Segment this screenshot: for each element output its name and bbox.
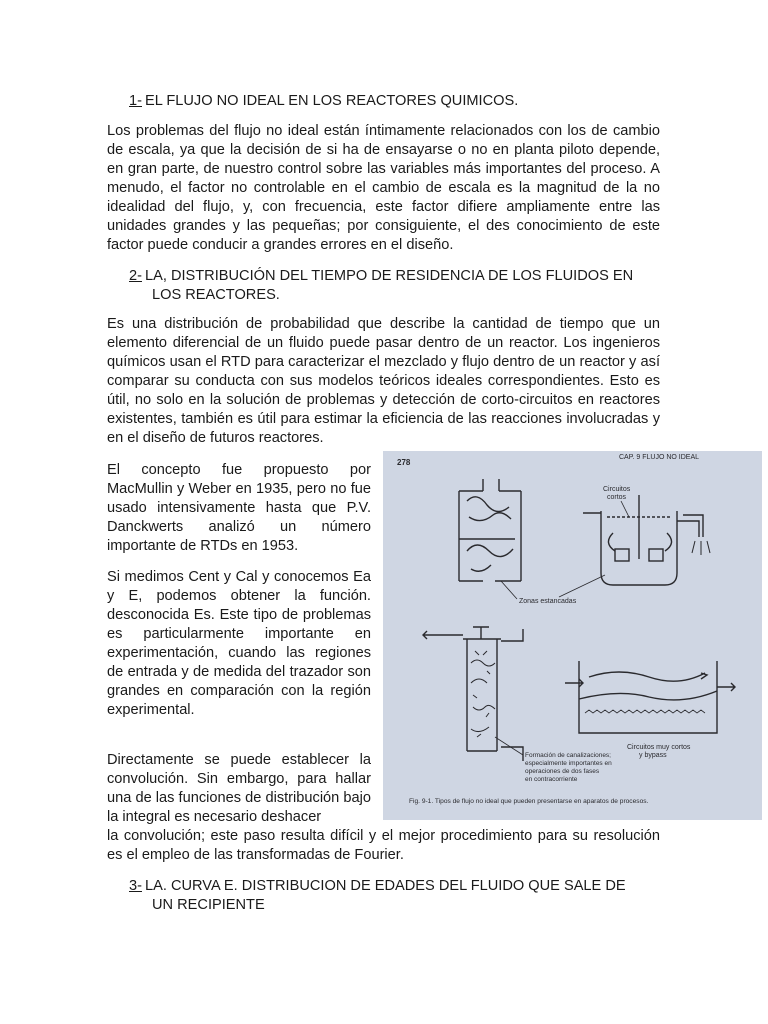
section-1-title: EL FLUJO NO IDEAL EN LOS REACTORES QUIMICOS. <box>144 93 519 109</box>
paragraph-5: Directamente se puede establecer la convolución. Sin embargo, para hallar una de las funciones de distribución bajo la integral es necesario deshacer <box>107 752 371 825</box>
paragraph-2: Es una distribución de probabilidad que describe la cantidad de tiempo que un elemento diferencial de un fluido puede pasar dentro de un reactor. Los ingenieros químicos usan el RTD para caracterizar el mezclado y flujo dentro de un reactor y así comparar su conducta con sus modelos teóricos ideales correspondientes. Esto es útil, no solo en la solución de problemas y detección de corto-circuitos en reactores existentes, también es útil para estimar la eficiencia de las reacciones involucradas y en el diseño de futuros reactores. <box>107 316 660 446</box>
figure-nonideal-flow <box>383 451 762 820</box>
section-2-number: 2- <box>129 268 142 284</box>
section-1-heading <box>129 92 518 111</box>
vessel-stirred-tank <box>583 495 710 585</box>
paragraph-1: Los problemas del flujo no ideal están íntimamente relacionados con los de cambio de escala, ya que la decisión de si ha de ensayarse o no en planta piloto depende, en gran parte, de nuestro control sobre las variables más importantes del proceso. A menudo, el factor no controlable en el cambio de escala es la magnitud de la no idealidad del flujo, y, con frecuencia, este factor difiere ampliamente entre las unidades grandes y las pequeñas; por consiguiente, el des conocimiento de este factor puede conducir a grandes errores en el diseño. <box>107 123 660 253</box>
label-canalizaciones-3: operaciones de dos fases <box>525 768 600 775</box>
section-2-heading <box>129 267 633 286</box>
label-circuitos-bypass-1: Circuitos muy cortos <box>627 744 691 751</box>
label-circuitos-cortos-2: cortos <box>607 494 627 501</box>
section-3-title-line2: UN RECIPIENTE <box>152 897 265 913</box>
label-circuitos-cortos-1: Circuitos <box>603 486 631 493</box>
label-circuitos-bypass-2: y bypass <box>639 752 667 759</box>
section-1-number: 1- <box>129 93 142 109</box>
label-zonas-estancadas: Zonas estancadas <box>519 598 577 605</box>
section-2-title: LA, DISTRIBUCIÓN DEL TIEMPO DE RESIDENCIA DE LOS FLUIDOS EN <box>144 268 634 284</box>
section-3-heading <box>129 877 626 896</box>
figure-drawing <box>383 451 762 820</box>
paragraph-3: El concepto fue propuesto por MacMullin y Weber en 1935, pero no fue usado intensivamente hasta que P.V. Danckwerts analizó un número importante de RTDs en 1953. <box>107 462 371 554</box>
label-canalizaciones-2: especialmente importantes en <box>525 760 612 767</box>
paragraph-4: Si medimos Cent y Cal y conocemos Ea y E, podemos obtener la función. desconocida Es. Este tipo de problemas es particularmente importante en experimentación, cuando las regiones de entrada y de medida del trazador son grandes en comparación con la región experimental. <box>107 569 371 718</box>
label-canalizaciones-4: en contracorriente <box>525 776 578 783</box>
vessel-packed-column <box>423 627 523 761</box>
label-canalizaciones-1: Formación de canalizaciones; <box>525 752 611 759</box>
figure-caption: Fig. 9-1. Tipos de flujo no ideal que pueden presentarse en aparatos de procesos. <box>409 798 649 805</box>
section-3-number: 3- <box>129 878 142 894</box>
vessel-bypass-bed <box>565 661 735 733</box>
figure-page-number: 278 <box>397 458 411 467</box>
paragraph-5-continuation: la convolución; este paso resulta difícil y el mejor procedimiento para su resolución es el empleo de las transformadas de Fourier. <box>107 828 660 863</box>
figure-running-head: CAP. 9 FLUJO NO IDEAL <box>619 454 700 461</box>
vessel-top-left <box>459 479 521 581</box>
section-2-title-line2: LOS REACTORES. <box>152 287 280 303</box>
section-3-title: LA. CURVA E. DISTRIBUCION DE EDADES DEL FLUIDO QUE SALE DE <box>144 878 626 894</box>
